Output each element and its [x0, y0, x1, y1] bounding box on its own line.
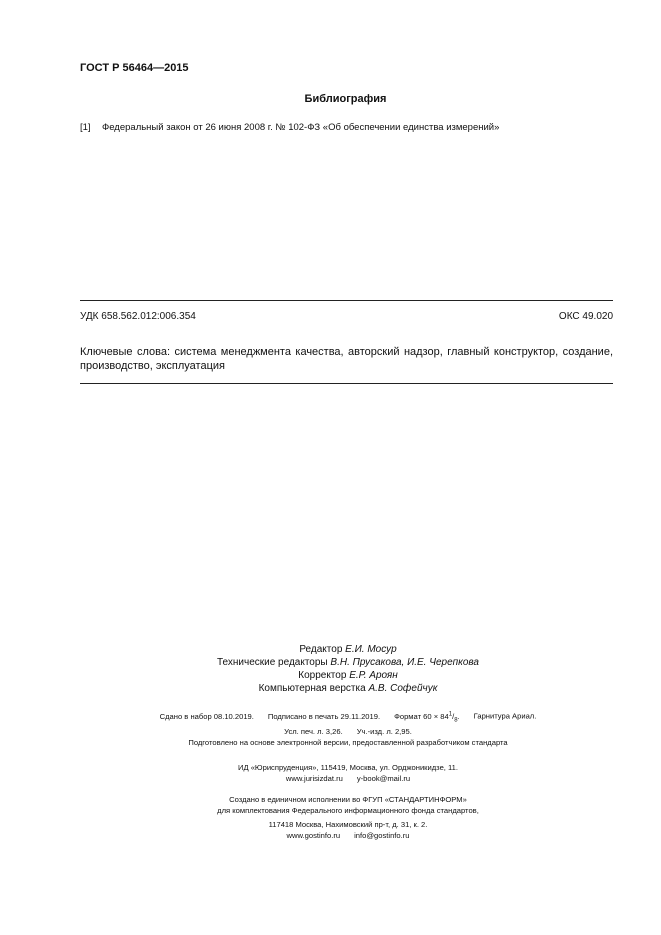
credit-layout-label: Компьютерная верстка [258, 683, 366, 694]
bibliography-item-number: [1] [80, 122, 91, 133]
publisher-email-link[interactable]: y-book@mail.ru [356, 774, 411, 783]
imprint-publisher [0, 762, 661, 784]
imprint-publisher-line: ИД «Юриспруденция», 115419, Москва, ул. Орджоникидзе, 11. [237, 763, 459, 772]
gostinfo-email-link[interactable]: info@gostinfo.ru [354, 831, 410, 840]
imprint-address [0, 819, 661, 841]
divider-bottom [80, 383, 613, 384]
imprint-created-line-1: Создано в единичном исполнении во ФГУП «СТАНДАРТИНФОРМ» [229, 795, 467, 804]
credit-editor-label: Редактор [299, 644, 343, 655]
bibliography-item [80, 122, 499, 133]
oks-code: ОКС 49.020 [558, 311, 613, 322]
imprint-submitted: Сдано в набор 08.10.2019. [159, 711, 254, 721]
imprint-format-den: 8 [454, 717, 458, 724]
credit-editor-name: Е.И. Мосур [345, 644, 397, 655]
udk-code: УДК 658.562.012:006.354 [80, 311, 196, 322]
imprint-prepared: Подготовлено на основе электронной версии, предоставленной разработчиком стандарта [188, 738, 508, 747]
credit-tech-label: Технические редакторы [216, 657, 328, 668]
imprint-line-1 [35, 709, 661, 726]
imprint-format-num: 1 [448, 711, 453, 717]
keywords-text: Ключевые слова: система менеджмента качества, авторский надзор, главный конструктор, создание, производство, эксплуатация [80, 346, 613, 372]
bibliography-item-text: Федеральный закон от 26 июня 2008 г. № 102-ФЗ «Об обеспечении единства измерений» [102, 122, 500, 133]
gostinfo-site-link[interactable]: www.gostinfo.ru [286, 831, 341, 840]
credits-block [0, 643, 661, 695]
imprint-publisher-contacts [35, 773, 661, 784]
credit-tech-editors [35, 656, 661, 669]
imprint-address-line: 117418 Москва, Нахимовский пр-т, д. 31, к. 2. [268, 820, 428, 829]
credit-layout-name: А.В. Софейчук [368, 683, 438, 694]
credit-tech-name: В.Н. Прусакова, И.Е. Черепкова [330, 657, 479, 668]
credit-corrector-label: Корректор [298, 670, 347, 681]
imprint-created [0, 794, 661, 816]
divider-top [80, 300, 613, 301]
imprint-format: Формат $60 \times 84^1/_8$. [394, 711, 460, 724]
publisher-site-link[interactable]: www.jurisizdat.ru [285, 774, 343, 783]
imprint-created-line-2: для комплектования Федерального информационного фонда стандартов, [217, 806, 479, 815]
bibliography-title: Библиография [304, 93, 387, 105]
credit-corrector-name: Е.Р. Ароян [349, 670, 398, 681]
imprint-print-sheets: Усл. печ. л. 3,26. [284, 727, 343, 737]
credit-layout [35, 682, 661, 695]
credit-editor [35, 643, 661, 656]
credit-corrector [35, 669, 661, 682]
imprint-line-2 [35, 726, 661, 737]
imprint-pub-sheets: Уч.-изд. л. 2,95. [356, 727, 412, 737]
document-header: ГОСТ Р 56464—2015 [80, 62, 189, 74]
imprint-signed: Подписано в печать 29.11.2019. [267, 711, 381, 721]
imprint-print-info [0, 709, 661, 737]
imprint-format-prefix: Формат 60 × 84 [394, 711, 449, 721]
imprint-contacts [35, 830, 661, 841]
imprint-font: Гарнитура Ариал. [473, 711, 537, 721]
